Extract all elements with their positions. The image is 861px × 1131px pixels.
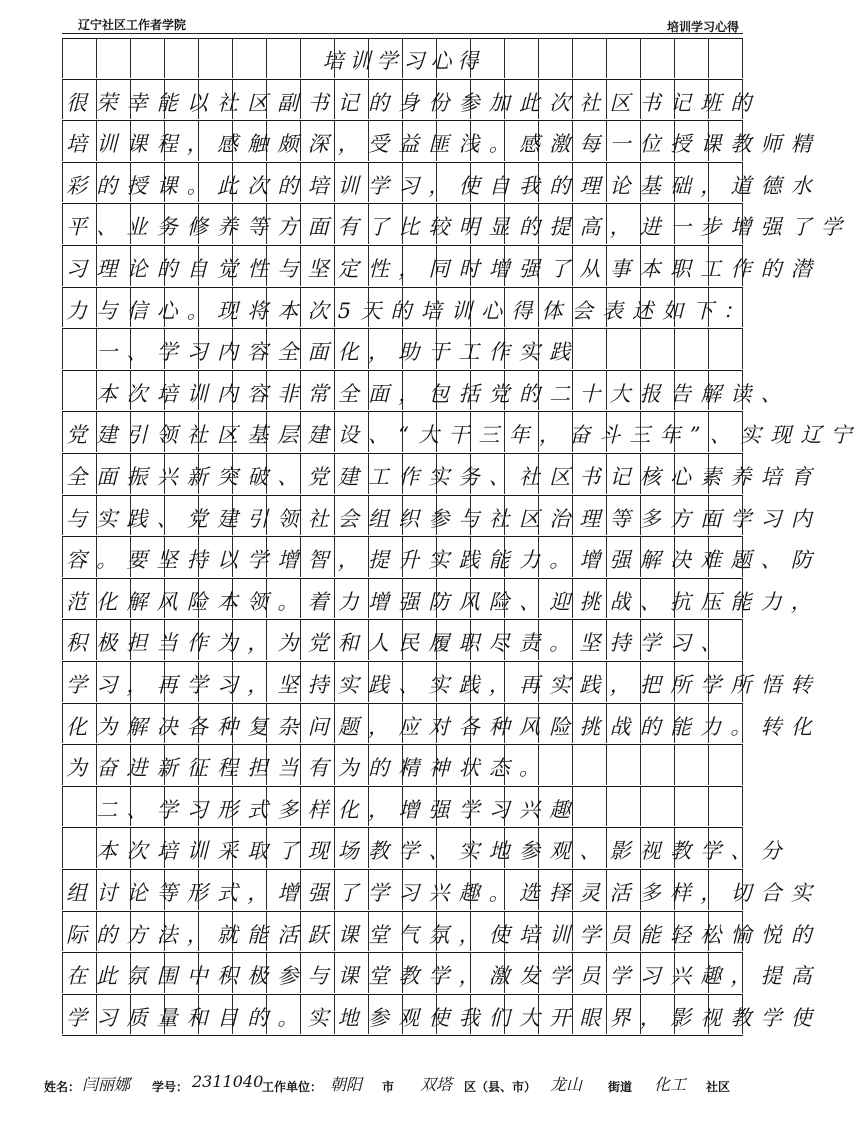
grid-row xyxy=(62,204,852,246)
document-type-header: 培训学习心得 xyxy=(666,20,739,34)
name-value: 闫丽娜 xyxy=(82,1075,131,1094)
student-info-footer xyxy=(40,1072,760,1096)
grid-row xyxy=(62,870,821,912)
id-value: 2311040 xyxy=(192,1072,264,1091)
grid-rule xyxy=(62,1035,743,1036)
street-value: 龙山 xyxy=(550,1075,583,1094)
grid-row xyxy=(62,620,743,662)
grid-row xyxy=(62,329,743,371)
handwritten-line: 组讨论等形式，增强了学习兴趣。选择灵活多样，切合实 xyxy=(66,881,821,905)
grid-row xyxy=(62,454,821,496)
handwritten-line: 本次培训采取了现场教学、实地参观、影视教学、分 xyxy=(66,839,791,864)
grid-row xyxy=(62,496,821,538)
city-suffix: 市 xyxy=(382,1080,395,1094)
essay-title: 培训学习心得 xyxy=(322,49,485,73)
handwritten-line: 党建引领社区基层建设、“大干三年，奋斗三年”、实现辽宁 xyxy=(66,423,861,448)
handwritten-line: 力与信心。现将本次5天的培训心得体会表述如下： xyxy=(66,298,753,323)
handwritten-line: 学习，再学习，坚持实践、实践，再实践，把所学所悟转 xyxy=(66,673,821,697)
grid-row xyxy=(62,38,743,80)
handwritten-line: 习理论的自觉性与坚定性，同时增强了从事本职工作的潜 xyxy=(66,257,821,281)
handwritten-line: 化为解决各种复杂问题，应对各种风险挑战的能力。转化 xyxy=(66,714,821,739)
handwritten-line: 彩的授课。此次的培训学习，使自我的理论基础，道德水 xyxy=(66,173,821,198)
grid-row xyxy=(62,246,821,288)
handwritten-line: 培训课程，感触颇深，受益匪浅。感激每一位授课教师精 xyxy=(66,132,821,157)
handwritten-line: 平、业务修养等方面有了比较明显的提高，进一步增强了学 xyxy=(66,215,852,240)
grid-row xyxy=(62,537,821,579)
manuscript-grid-paper xyxy=(62,38,861,1071)
grid-row xyxy=(62,662,821,704)
handwritten-line: 积极担当作为，为党和人民履职尽责。坚持学习、 xyxy=(66,631,731,656)
grid-row xyxy=(62,80,761,122)
handwritten-line: 本次培训内容非常全面，包括党的二十大报告解读、 xyxy=(66,381,791,406)
handwritten-line: 为奋进新征程担当有为的精神状态。 xyxy=(66,756,550,781)
grid-row xyxy=(62,704,821,746)
handwritten-line: 一、学习内容全面化，助于工作实践 xyxy=(66,340,580,365)
district-suffix: 区（县、市） xyxy=(464,1080,537,1094)
grid-row xyxy=(62,745,743,787)
grid-row xyxy=(62,912,821,954)
street-suffix: 街道 xyxy=(608,1080,633,1094)
handwritten-line: 学习质量和目的。实地参观使我们大开眼界，影视教学使 xyxy=(66,1005,821,1030)
handwritten-line: 际的方法，就能活跃课堂气氛，使培训学员能轻松愉悦的 xyxy=(66,922,821,947)
handwritten-line: 与实践、党建引领社会组织参与社区治理等多方面学习内 xyxy=(66,506,821,531)
header-rule xyxy=(62,33,743,34)
community-value: 化工 xyxy=(654,1075,687,1094)
grid-row xyxy=(62,412,861,454)
institution-header: 辽宁社区工作者学院 xyxy=(78,18,187,32)
community-suffix: 社区 xyxy=(706,1080,731,1094)
handwritten-line: 在此氛围中积极参与课堂教学，激发学员学习兴趣，提高 xyxy=(66,964,821,989)
handwritten-line: 很荣幸能以社区副书记的身份参加此次社区书记班的 xyxy=(66,90,761,115)
city-value: 朝阳 xyxy=(330,1075,363,1094)
grid-row xyxy=(62,995,821,1037)
grid-row xyxy=(62,953,821,995)
handwritten-line: 范化解风险本领。着力增强防风险、迎挑战、抗压能力， xyxy=(66,589,821,614)
grid-row xyxy=(62,288,753,330)
name-label: 姓名： xyxy=(44,1080,81,1094)
grid-row xyxy=(62,579,821,621)
handwritten-line: 容。要坚持以学增智，提升实践能力。增强解决难题、防 xyxy=(66,548,821,573)
grid-row xyxy=(62,163,821,205)
grid-row xyxy=(62,371,791,413)
grid-row xyxy=(62,787,743,829)
handwritten-line: 二、学习形式多样化，增强学习兴趣 xyxy=(66,797,580,822)
handwritten-line: 全面振兴新突破、党建工作实务、社区书记核心素养培育 xyxy=(66,465,821,489)
id-label: 学号： xyxy=(152,1080,189,1094)
work-unit-label: 工作单位： xyxy=(262,1080,323,1094)
grid-row xyxy=(62,828,791,870)
grid-row xyxy=(62,121,821,163)
district-value: 双塔 xyxy=(420,1075,453,1094)
